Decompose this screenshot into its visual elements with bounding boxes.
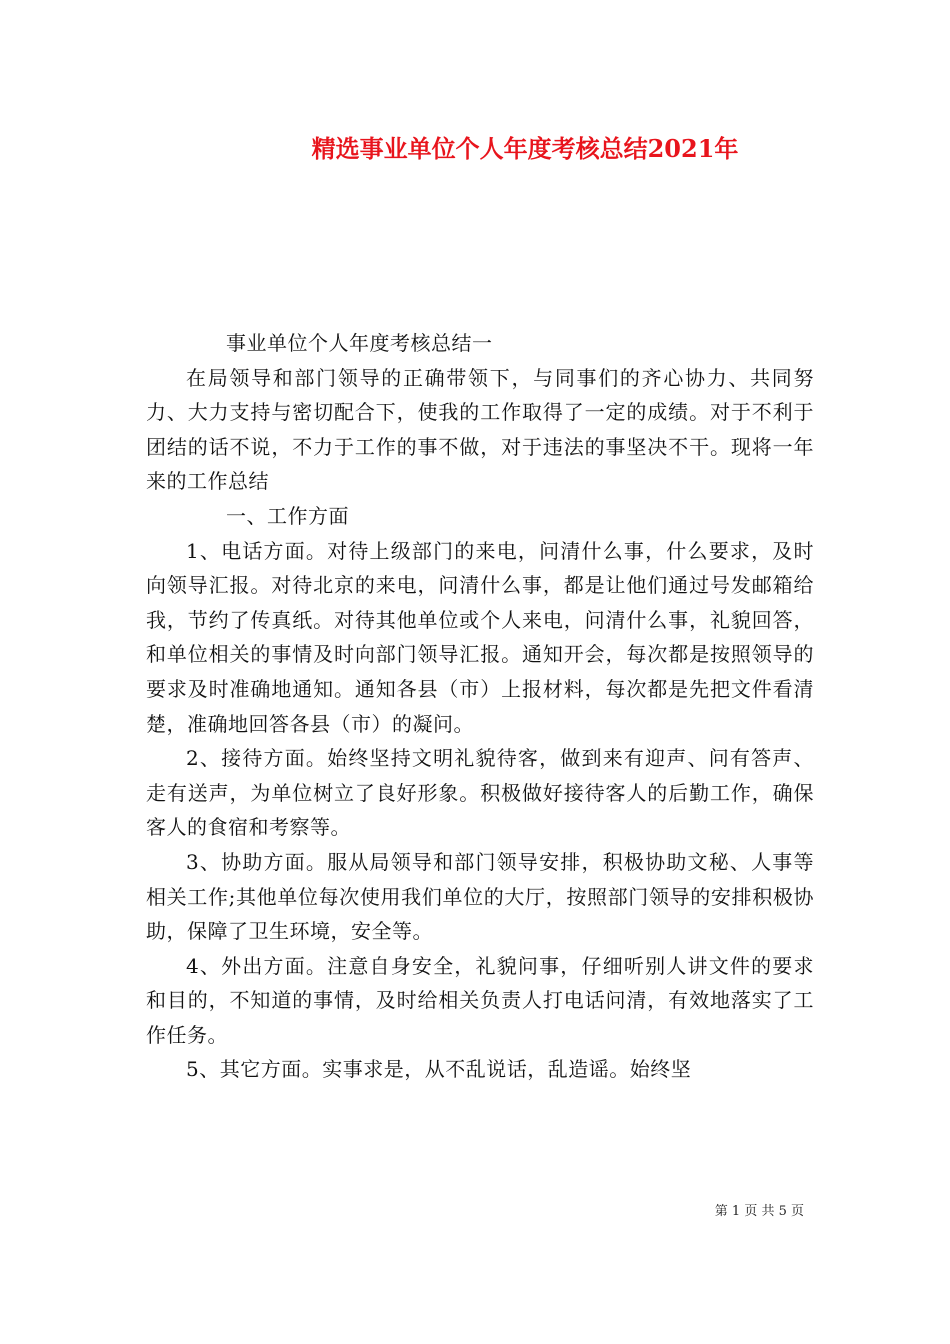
paragraph-other: 5、其它方面。实事求是，从不乱说话，乱造谣。始终坚: [186, 1057, 692, 1082]
paragraph-intro: 在局领导和部门领导的正确带领下，与同事们的齐心协力、共同努力、大力支持与密切配合下，使我的工作取得了一定的成绩。对于不利于团结的话不说，不力于工作的事不做，对于违法的事坚决不干。现将一年来的工作总结: [146, 365, 814, 494]
paragraph-outing: 4、外出方面。注意自身安全，礼貌问事，仔细听别人讲文件的要求和目的，不知道的事情，及时给相关负责人打电话问清，有效地落实了工作任务。: [146, 953, 814, 1047]
document-title: 精选事业单位个人年度考核总结2021年: [311, 134, 739, 163]
paragraph-phone: 1、电话方面。对待上级部门的来电，问清什么事，什么要求，及时向领导汇报。对待北京的来电，问清什么事，都是让他们通过号发邮箱给我，节约了传真纸。对待其他单位或个人来电，问清什么事，礼貌回答，和单位相关的事情及时向部门领导汇报。通知开会，每次都是按照领导的要求及时准确地通知。通知各县（市）上报材料，每次都是先把文件看清楚，准确地回答各县（市）的凝问。: [146, 538, 814, 736]
paragraph-assist: 3、协助方面。服从局领导和部门领导安排，积极协助文秘、人事等相关工作;其他单位每次使用我们单位的大厅，按照部门领导的安排积极协助，保障了卫生环境，安全等。: [146, 849, 814, 944]
section-heading: 一、工作方面: [226, 503, 349, 528]
document-body: [146, 326, 814, 1087]
section-subtitle: 事业单位个人年度考核总结一: [226, 331, 493, 355]
page-number: 第 1 页 共 5 页: [714, 1204, 804, 1219]
paragraph-reception: 2、接待方面。始终坚持文明礼貌待客，做到来有迎声、问有答声、走有送声，为单位树立了良好形象。积极做好接待客人的后勤工作，确保客人的食宿和考察等。: [146, 746, 814, 840]
